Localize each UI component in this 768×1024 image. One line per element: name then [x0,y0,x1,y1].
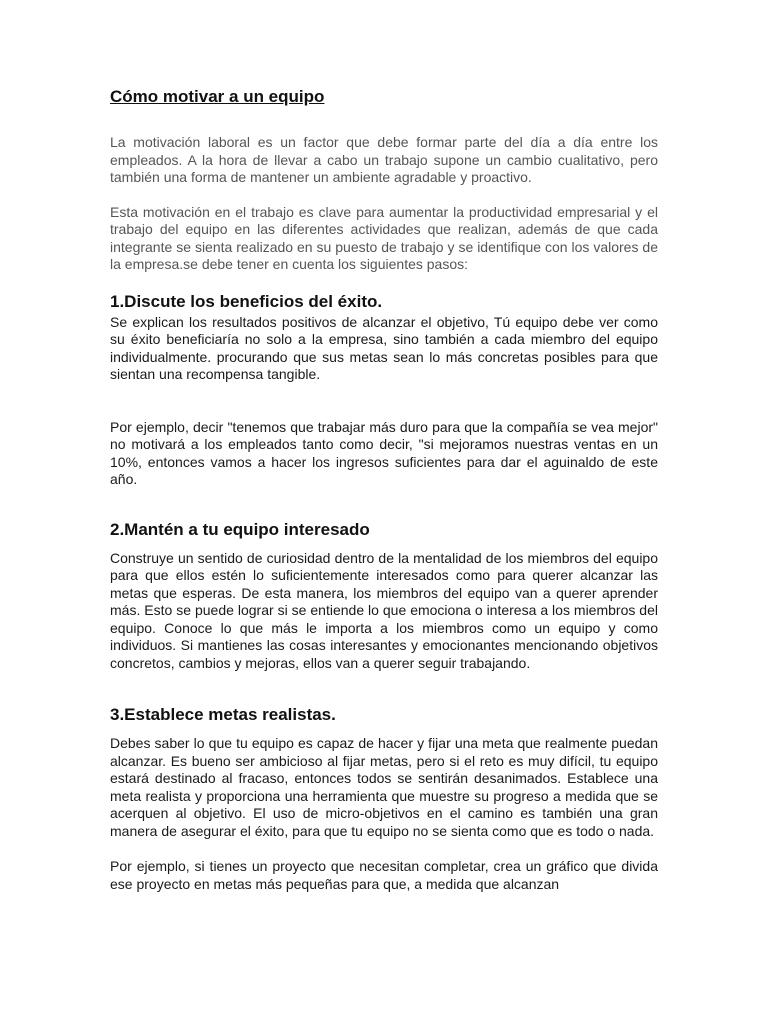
document-page [110,86,658,893]
document-title: Cómo motivar a un equipo [110,87,325,106]
intro-paragraph: Esta motivación en el trabajo es clave para aumentar la productividad empresarial y el trabajo del equipo en las diferentes actividades que realizan, además de que cada integrante se sienta realizado en su puesto de trabajo y se identifique con los valores de la empresa.se debe tener en cuenta los siguientes pasos: [110,203,658,272]
section-discuss-benefits [110,291,658,489]
intro-block [110,134,658,274]
section-paragraph: Se explican los resultados positivos de alcanzar el objetivo, Tú equipo debe ver como su éxito beneficiaría no solo a la empresa, sino también a cada miembro del equipo individualmente. procurando que sus metas sean lo más concretas posibles para que sientan una recompensa tangible. [110,313,658,382]
section-paragraph: Debes saber lo que tu equipo es capaz de hacer y fijar una meta que realmente puedan alcanzar. Es bueno ser ambicioso al fijar metas, pero si el reto es muy difícil, tu equipo estará destinado al fracaso, entonces todos se sentirán desanimados. Establece una meta realista y proporciona una herramienta que muestre su progreso a medida que se acerquen al objetivo. El uso de micro-objetivos en el camino es también una gran manera de asegurar el éxito, para que tu equipo no se sienta como que es todo o nada. [110,735,658,839]
section-realistic-goals [110,704,658,893]
section-paragraph: Construye un sentido de curiosidad dentro de la mentalidad de los miembros del equipo para que ellos estén lo suficientemente interesados como para querer alcanzar las metas que esperas. De esta manera, los miembros del equipo van a querer aprender más. Esto se puede lograr si se entiende lo que emociona o interesa a los miembros del equipo. Conoce lo que más le importa a los miembros como un equipo y como individuos. Si mantienes las cosas interesantes y emocionantes mencionando objetivos concretos, cambios y mejoras, ellos van a querer seguir trabajando. [110,549,658,671]
section-heading: 3.Establece metas realistas. [110,705,336,724]
section-paragraph: Por ejemplo, si tienes un proyecto que necesitan completar, crea un gráfico que divida ese proyecto en metas más pequeñas para que, a medida que alcanzan [110,858,658,892]
section-keep-interested [110,519,658,673]
intro-paragraph: La motivación laboral es un factor que debe formar parte del día a día entre los empleados. A la hora de llevar a cabo un trabajo supone un cambio cualitativo, pero también una forma de mantener un ambiente agradable y proactivo. [110,134,658,185]
section-paragraph: Por ejemplo, decir "tenemos que trabajar más duro para que la compañía se vea mejor" no motivará a los empleados tanto como decir, "si mejoramos nuestras ventas en un 10%, entonces vamos a hacer los ingresos suficientes para dar el aguinaldo de este año. [110,418,658,487]
section-heading: 1.Discute los beneficios del éxito. [110,291,383,311]
section-heading: 2.Mantén a tu equipo interesado [110,519,370,539]
